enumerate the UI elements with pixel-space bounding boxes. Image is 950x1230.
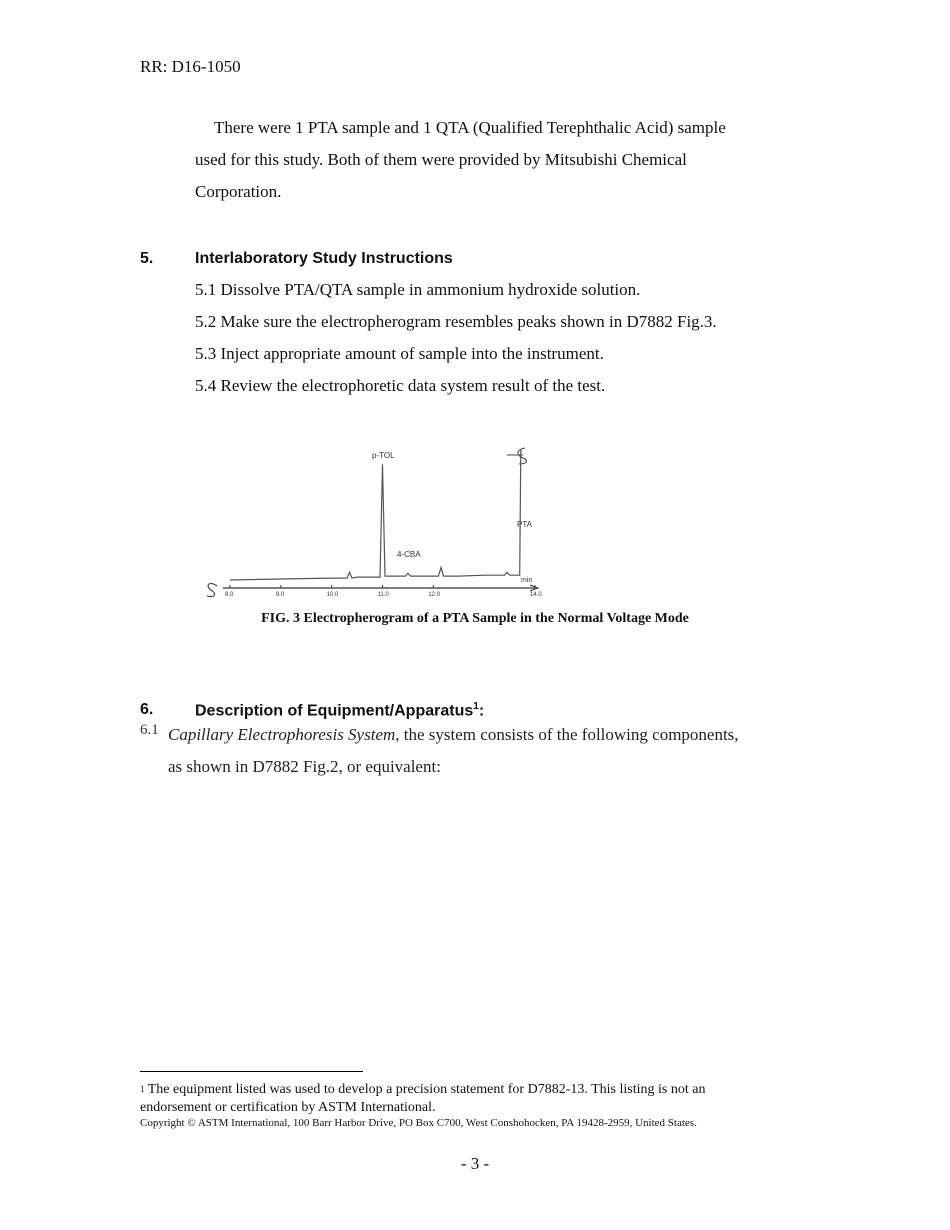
subsection-6-1-text: Capillary Electrophoresis System, the system consists of the following components, as shown in D7882 Fig.2, or equivalent: <box>168 725 739 776</box>
intro-line-3: Corporation. <box>195 182 282 201</box>
x-tick-label-10.0: 10.0 <box>326 592 339 598</box>
trace-start-marker <box>207 583 217 596</box>
footnote-divider <box>140 1071 363 1072</box>
section-6-number: 6. <box>140 701 154 718</box>
section-5-number: 5. <box>140 250 154 267</box>
x-tick-label-8.0: 8.0 <box>225 592 234 598</box>
peak-label-p-tol: p-TOL <box>372 451 395 460</box>
peak-label-pta: PTA <box>517 520 532 529</box>
peak-label-4-cba: 4-CBA <box>397 550 421 559</box>
step-5-4: 5.4 Review the electrophoretic data system result of the test. <box>195 376 606 395</box>
x-axis-label: min <box>521 577 533 584</box>
section-5-title: Interlaboratory Study Instructions <box>195 250 453 267</box>
data-series-trace <box>230 450 521 580</box>
electropherogram-chart <box>195 440 555 600</box>
subsection-6-1-title: Capillary Electrophoresis System <box>168 725 396 744</box>
page-number: - 3 - <box>460 1154 490 1173</box>
x-tick-label-11.0: 11.0 <box>377 592 389 598</box>
report-id-header: RR: D16-1050 <box>140 57 241 76</box>
figure-caption: FIG. 3 Electropherogram of a PTA Sample in the Normal Voltage Mode <box>261 611 689 626</box>
x-tick-label-14.0: 14.0 <box>530 592 542 598</box>
intro-paragraph <box>195 112 815 208</box>
footnote-text: $^1$ The equipment listed was used to develop a precision statement for D7882-13. This listing is not an endorsement or certification by ASTM International. <box>140 1082 706 1115</box>
step-5-2: 5.2 Make sure the electropherogram resembles peaks shown in D7882 Fig.3. <box>195 312 717 331</box>
copyright-notice: Copyright © ASTM International, 100 Barr Harbor Drive, PO Box C700, West Conshohocken, PA 19428-2959, United States. <box>140 1117 697 1129</box>
intro-line-2: used for this study. Both of them were provided by Mitsubishi Chemical <box>195 150 687 169</box>
subsection-6-1-number: 6.1 <box>140 722 159 738</box>
trace-end-marker <box>507 448 526 464</box>
step-5-1: 5.1 Dissolve PTA/QTA sample in ammonium hydroxide solution. <box>195 280 641 299</box>
footnote-ref: 1 <box>473 701 479 712</box>
section-6-title: Description of Equipment/Apparatus$^1$: <box>195 701 485 720</box>
footnote-marker: 1 <box>140 1084 145 1094</box>
x-tick-label-9.0: 9.0 <box>275 592 285 598</box>
x-tick-label-12.0: 12.0 <box>428 592 441 598</box>
step-5-3: 5.3 Inject appropriate amount of sample into the instrument. <box>195 344 604 363</box>
intro-line-1: There were 1 PTA sample and 1 QTA (Qualified Terephthalic Acid) sample <box>214 118 726 137</box>
x-axis-tick-labels <box>225 592 542 598</box>
